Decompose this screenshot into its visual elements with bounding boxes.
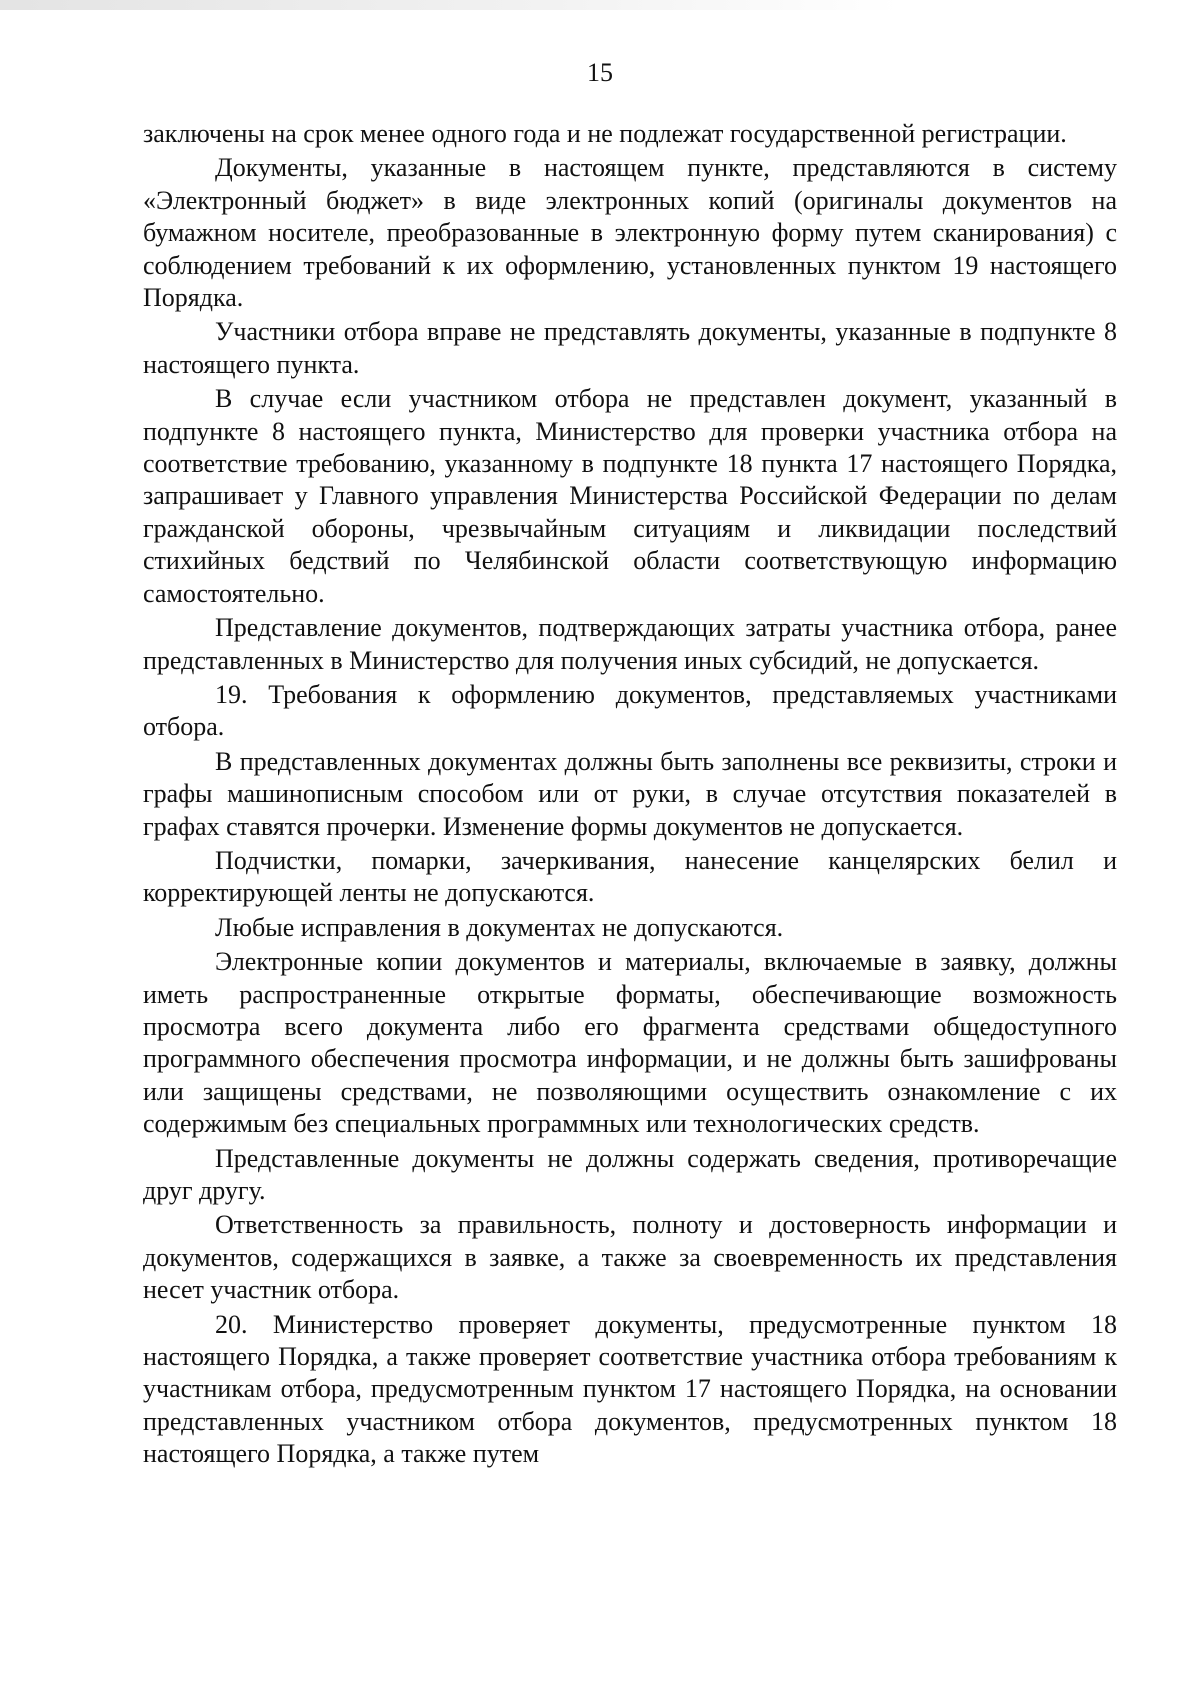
- document-body: [143, 118, 1117, 1473]
- paragraph-cost-documents: Представление документов, подтверждающих затраты участника отбора, ранее представленных в Министерство для получения иных субсидий, не допускается.: [143, 613, 1117, 675]
- paragraph-participants-right: Участники отбора вправе не представлять документы, указанные в подпункте 8 настоящего пункта.: [143, 317, 1117, 379]
- paragraph-erasures: Подчистки, помарки, зачеркивания, нанесение канцелярских белил и корректирующей ленты не допускаются.: [143, 845, 1117, 908]
- paragraph-ministry-request: В случае если участником отбора не представлен документ, указанный в подпункте 8 настоящего пункта, Министерство для проверки участника отбора на соответствие требованию, указанному в подпункте 18 пункта 17 настоящего Порядка, запрашивает у Главного управления Министерства Российской Федерации по делам гражданской обороны, чрезвычайным ситуациям и ликвидации последствий стихийных бедствий по Челябинской области соответствующую информацию самостоятельно.: [143, 384, 1117, 608]
- paragraph-documents-submission: Документы, указанные в настоящем пункте, представляются в систему «Электронный бюджет» в виде электронных копий (оригиналы документов на бумажном носителе, преобразованные в электронную форму путем сканирования) с соблюдением требований к их оформлению, установленных пунктом 19 настоящего Порядка.: [143, 153, 1117, 313]
- paragraph-electronic-copies: Электронные копии документов и материалы, включаемые в заявку, должны иметь распространенные открытые форматы, обеспечивающие возможность просмотра всего документа либо его фрагмента средствами общедоступного программного обеспечения просмотра информации, и не должны быть зашифрованы или защищены средствами, не позволяющими осуществить ознакомление с их содержимым без специальных программных или технологических средств.: [143, 947, 1117, 1139]
- paragraph-no-contradictions: Представленные документы не должны содержать сведения, противоречащие друг другу.: [143, 1143, 1117, 1205]
- paragraph-requisites: В представленных документах должны быть заполнены все реквизиты, строки и графы машинописным способом или от руки, в случае отсутствия показателей в графах ставятся прочерки. Изменение формы документов не допускается.: [143, 746, 1117, 841]
- paragraph-responsibility: Ответственность за правильность, полноту и достоверность информации и документов, содержащихся в заявке, а также за своевременность их представления несет участник отбора.: [143, 1210, 1117, 1305]
- paragraph-corrections: Любые исправления в документах не допускаются.: [215, 912, 784, 942]
- paragraph-continuation: заключены на срок менее одного года и не подлежат государственной регистрации.: [143, 119, 1067, 148]
- paragraph-item-20: 20. Министерство проверяет документы, предусмотренные пунктом 18 настоящего Порядка, а также проверяет соответствие участника отбора требованиям к участникам отбора, предусмотренным пунктом 17 настоящего Порядка, на основании представленных участником отбора документов, предусмотренных пунктом 18 настоящего Порядка, а также путем: [143, 1309, 1117, 1469]
- page-number: 15: [587, 58, 613, 87]
- paragraph-item-19: 19. Требования к оформлению документов, представляемых участниками отбора.: [143, 679, 1117, 742]
- scan-edge-artifact: [0, 0, 900, 10]
